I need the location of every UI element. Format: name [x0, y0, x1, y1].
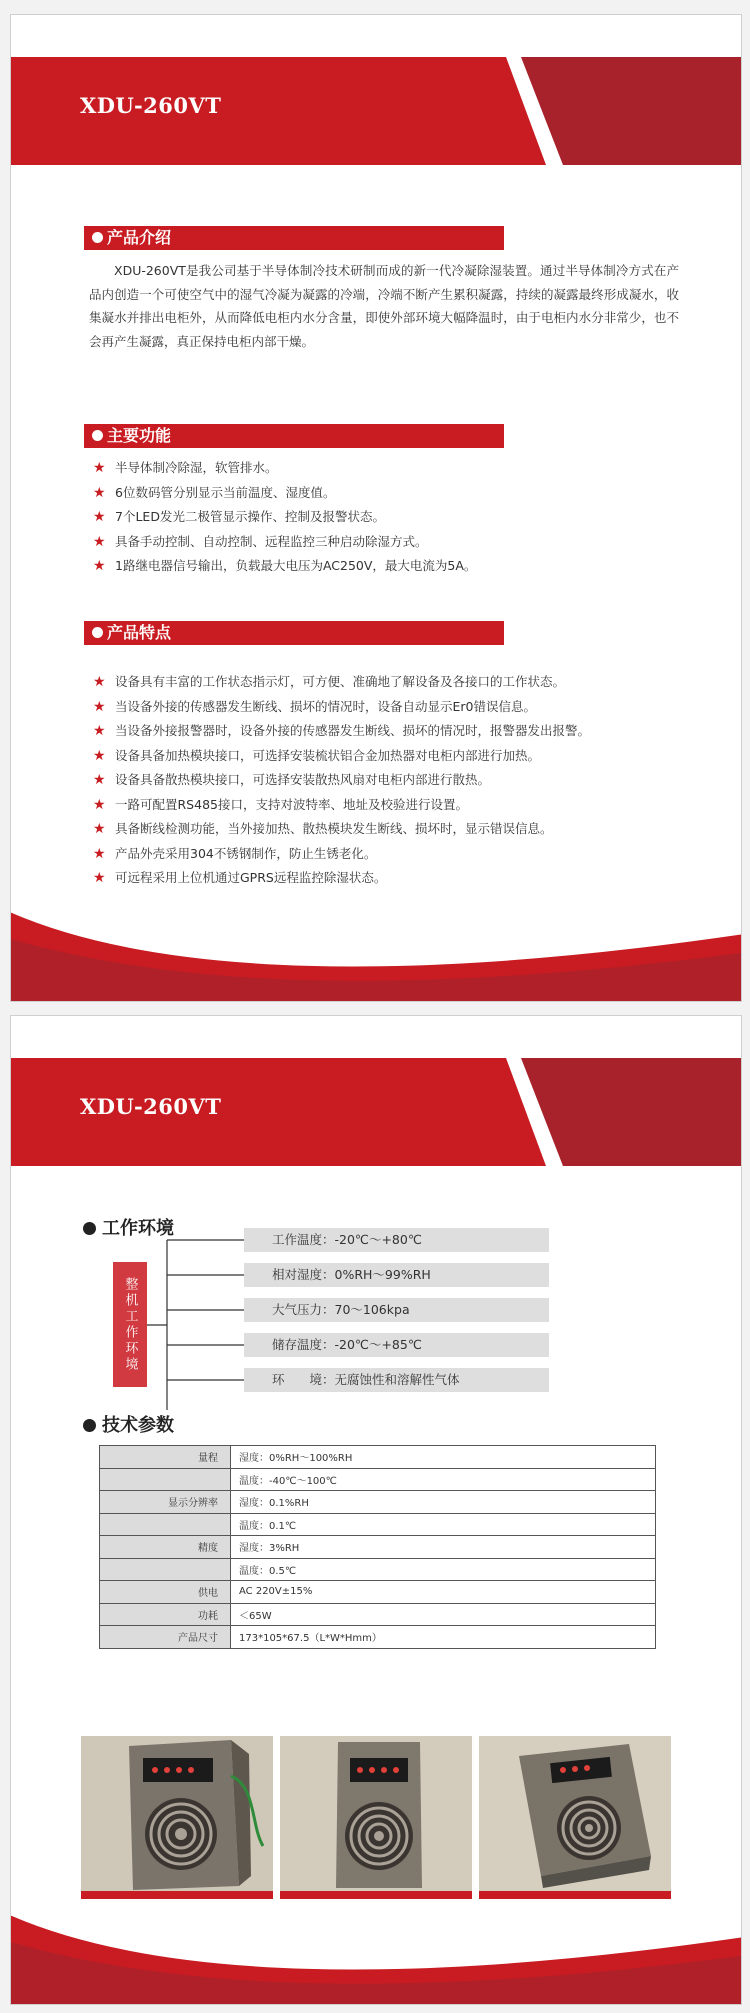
- environment-row: 工作温度：-20℃～+80℃: [244, 1228, 549, 1252]
- section-functions-bar: [84, 424, 504, 448]
- environment-row: 大气压力：70～106kpa: [244, 1298, 549, 1322]
- bullet-dot: [92, 627, 103, 638]
- list-item: ★ 1路继电器信号输出，负载最大电压为AC250V，最大电流为5A。: [93, 554, 476, 579]
- dehumidifier-illustration: [81, 1736, 273, 1891]
- star-icon: ★: [93, 460, 106, 476]
- list-item: ★ 6位数码管分别显示当前温度、湿度值。: [93, 481, 476, 506]
- star-icon: ★: [93, 698, 106, 715]
- header-title: XDU-260VT: [80, 93, 222, 118]
- bullet-dot: [92, 430, 103, 441]
- bullet-dot: [83, 1222, 96, 1235]
- table-row: 温度：-40℃～100℃: [100, 1468, 656, 1491]
- product-photo-front: [81, 1736, 273, 1899]
- star-icon: ★: [93, 558, 106, 574]
- product-photo-angle: [280, 1736, 472, 1899]
- bottom-wave-decoration: [11, 881, 741, 1001]
- list-item: ★ 设备具有丰富的工作状态指示灯，可方便、准确地了解设备及各接口的工作状态。: [93, 670, 590, 695]
- section-features-bar: [84, 621, 504, 645]
- table-row: 产品尺寸 173*105*67.5（L*W*Hmm）: [100, 1626, 656, 1649]
- star-icon: ★: [93, 821, 106, 837]
- header-title: XDU-260VT: [80, 1094, 222, 1119]
- list-item: ★ 具备手动控制、自动控制、远程监控三种启动除湿方式。: [93, 530, 476, 555]
- list-item: ★ 具备断线检测功能，当外接加热、散热模块发生断线、损坏时，显示错误信息。: [93, 817, 590, 842]
- table-row: 精度 湿度：3%RH: [100, 1536, 656, 1559]
- table-row: 功耗 ＜65W: [100, 1603, 656, 1626]
- table-row: 供电 AC 220V±15%: [100, 1581, 656, 1604]
- list-item: ★ 当设备外接的传感器发生断线、损坏的情况时，设备自动显示Er0错误信息。: [93, 695, 590, 720]
- table-row: 量程 湿度：0%RH～100%RH: [100, 1446, 656, 1469]
- functions-list: [93, 456, 476, 579]
- environment-row: 相对湿度：0%RH～99%RH: [244, 1263, 549, 1287]
- star-icon: ★: [93, 845, 106, 862]
- features-list: [93, 670, 590, 891]
- list-item: ★ 设备具备加热模块接口，可选择安装梳状铝合金加热器对电柜内部进行加热。: [93, 744, 590, 769]
- star-icon: ★: [93, 509, 106, 525]
- list-item: ★ 半导体制冷除湿，软管排水。: [93, 456, 476, 481]
- list-item: ★ 产品外壳采用304不锈钢制作，防止生锈老化。: [93, 842, 590, 867]
- header-banner: [11, 15, 741, 165]
- star-icon: ★: [93, 747, 106, 764]
- environment-row: 环 境：无腐蚀性和溶解性气体: [244, 1368, 549, 1392]
- intro-paragraph: XDU-260VT是我公司基于半导体制冷技术研制而成的新一代冷凝除湿装置。通过半导体制冷方式在产品内创造一个可使空气中的湿气冷凝为凝露的冷端，冷端不断产生累积凝露，持续的凝露最终形成凝水，收集凝水并排出电柜外，从而降低电柜内水分含量，即使外部环境大幅降温时，由于电柜内水分非常少，也不会再产生凝露，真正保持电柜内部干燥。: [89, 263, 679, 349]
- list-item: ★ 设备具备散热模块接口，可选择安装散热风扇对电柜内部进行散热。: [93, 768, 590, 793]
- table-row: 温度：0.5℃: [100, 1558, 656, 1581]
- list-item: ★ 7个LED发光二极管显示操作、控制及报警状态。: [93, 505, 476, 530]
- star-icon: ★: [93, 484, 106, 501]
- environment-label-box: 整机工作环境: [113, 1262, 147, 1387]
- list-item: ★ 当设备外接报警器时，设备外接的传感器发生断线、损坏的情况时，报警器发出报警。: [93, 719, 590, 744]
- star-icon: ★: [93, 772, 106, 788]
- specs-panel: [10, 1015, 742, 2005]
- bullet-dot: [83, 1419, 96, 1432]
- environment-heading: 工作环境: [83, 1214, 174, 1240]
- dehumidifier-illustration: [280, 1736, 472, 1891]
- table-row: 显示分辨率 湿度：0.1%RH: [100, 1491, 656, 1514]
- dehumidifier-illustration: [479, 1736, 671, 1891]
- params-table: [99, 1445, 656, 1649]
- star-icon: ★: [93, 723, 106, 739]
- intro-panel: [10, 14, 742, 1002]
- section-functions-title: 主要功能: [107, 426, 172, 445]
- list-item: ★ 一路可配置RS485接口，支持对波特率、地址及校验进行设置。: [93, 793, 590, 818]
- header-banner: [11, 1016, 741, 1166]
- product-photo-top: [479, 1736, 671, 1899]
- star-icon: ★: [93, 796, 106, 813]
- environment-connector-lines: [147, 1230, 257, 1420]
- bullet-dot: [92, 232, 103, 243]
- section-intro-bar: [84, 226, 504, 250]
- section-features-title: 产品特点: [107, 623, 172, 642]
- star-icon: ★: [93, 533, 106, 550]
- star-icon: ★: [93, 674, 106, 690]
- table-row: 温度：0.1℃: [100, 1513, 656, 1536]
- environment-row: 储存温度：-20℃～+85℃: [244, 1333, 549, 1357]
- params-heading: 技术参数: [83, 1411, 174, 1437]
- bottom-wave-decoration: [11, 1884, 741, 2004]
- star-icon: ★: [93, 870, 106, 886]
- section-intro-title: 产品介绍: [107, 228, 172, 247]
- list-item: ★ 可远程采用上位机通过GPRS远程监控除湿状态。: [93, 866, 590, 891]
